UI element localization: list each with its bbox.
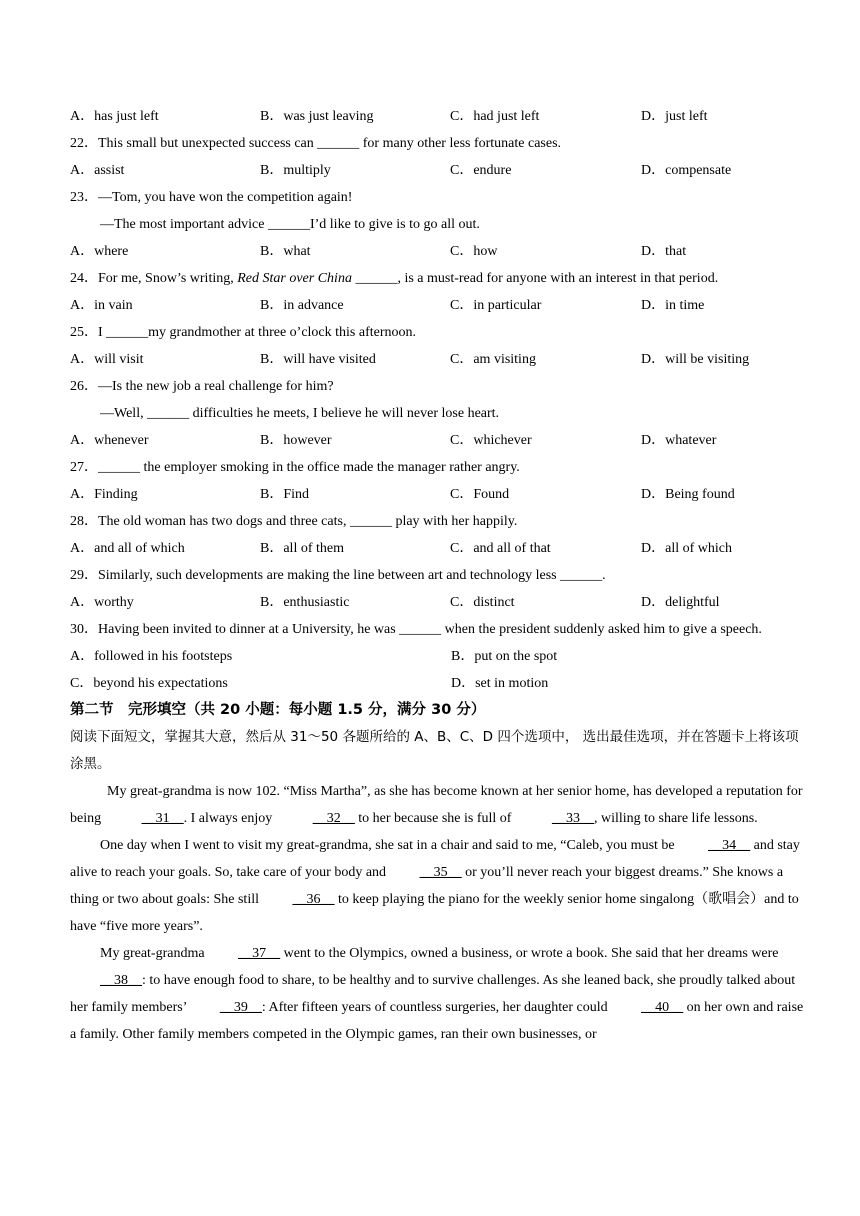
cloze-blank-36[interactable]: __36__ [292,892,335,907]
q22-option-d[interactable]: D．compensate [641,163,732,178]
q29-option-b[interactable]: B．enthusiastic [260,595,350,610]
q22-option-a[interactable]: A．assist [70,163,125,178]
passage-text: and stay alive to reach your goals. So, take care of your body and [70,838,800,880]
q21-options [70,103,810,130]
q28-stem: 28．The old woman has two dogs and three cats, ______ play with her happily. [70,514,518,529]
q24-options [70,292,810,319]
q21-option-d[interactable]: D．just left [641,109,708,124]
passage-text: went to the Olympics, owned a business, or wrote a book. She said that her dreams were [280,946,779,961]
q26-options [70,427,810,454]
q28-options [70,535,810,562]
passage-text: to keep playing the piano for the weekly senior home singalong（歌唱会）and to have “five more years”. [70,892,799,934]
cloze-blank-38[interactable]: __38__ [100,973,142,988]
q22-options [70,157,810,184]
cloze-blank-37[interactable]: __37__ [238,946,281,961]
q23-option-d[interactable]: D．that [641,244,687,259]
q24-option-b[interactable]: B．in advance [260,298,344,313]
q29-option-a[interactable]: A．worthy [70,595,134,610]
passage-text: One day when I went to visit my great-grandma, she sat in a chair and said to me, “Caleb, you must be [100,838,679,853]
passage-text: . I always enjoy [183,811,276,826]
q24-stem-start: 24．For me, Snow’s writing, [70,271,238,286]
q29-option-c[interactable]: C．distinct [450,595,515,610]
cloze-blank-31[interactable]: __31__ [141,811,184,826]
q25-stem: 25．I ______my grandmother at three o’clock this afternoon. [70,325,417,340]
q30-option-a[interactable]: A．followed in his footsteps [70,649,233,664]
passage-text: : After fifteen years of countless surgeries, her daughter could [261,1000,612,1015]
section2-instructions: 阅读下面短文，掌握其大意，然后从 31～50 各题所给的 A、B、C、D 四个选项中， 选出最佳选项，并在答题卡上将该项涂黑。 [70,729,799,772]
cloze-blank-34[interactable]: __34__ [708,838,751,853]
q23-option-c[interactable]: C．how [450,244,498,259]
q25-option-a[interactable]: A．will visit [70,352,144,367]
q25-option-d[interactable]: D．will be visiting [641,352,750,367]
q23-stem: 23．—Tom, you have won the competition again! [70,190,353,205]
q30-option-d[interactable]: D．set in motion [451,676,549,691]
q28-option-b[interactable]: B．all of them [260,541,344,556]
cloze-blank-39[interactable]: __39__ [219,1000,262,1015]
q24-option-a[interactable]: A．in vain [70,298,133,313]
passage-paragraph-2 [70,832,810,940]
q26-option-a[interactable]: A．whenever [70,433,149,448]
cloze-blank-32[interactable]: __32__ [312,811,355,826]
passage-text: or you’ll never reach your biggest dreams.” She knows a thing or two about goals: She still [70,865,784,907]
q21-option-a[interactable]: A．has just left [70,109,159,124]
q30-options-row2 [70,670,810,697]
q23-option-a[interactable]: A．where [70,244,129,259]
passage-text: to her because she is full of [354,811,515,826]
q29-stem: 29．Similarly, such developments are making the line between art and technology less ______. [70,568,606,583]
passage-text: My great-grandma [100,946,209,961]
q23-option-b[interactable]: B．what [260,244,311,259]
q28-option-d[interactable]: D．all of which [641,541,732,556]
q24-stem [70,265,810,292]
q27-option-a[interactable]: A．Finding [70,487,138,502]
q24-book-title: Red Star over China [237,271,352,286]
q25-option-b[interactable]: B．will have visited [260,352,376,367]
passage-text: My great-grandma is now 102. “Miss Martha”, as she has become known at her senior home, has developed a reputation for being [70,784,803,826]
q24-stem-end: ______, is a must-read for anyone with an interest in that period. [351,271,719,286]
q21-option-b[interactable]: B．was just leaving [260,109,374,124]
q30-option-b[interactable]: B．put on the spot [451,649,558,664]
q26-option-c[interactable]: C．whichever [450,433,532,448]
q24-option-d[interactable]: D．in time [641,298,705,313]
q22-option-b[interactable]: B．multiply [260,163,331,178]
q26-option-d[interactable]: D．whatever [641,433,717,448]
q27-option-c[interactable]: C．Found [450,487,510,502]
q23-options [70,238,810,265]
passage-text: : to have enough food to share, to be healthy and to survive challenges. As she leaned back, she proudly talked about her family members’ [70,973,796,1015]
section2-title: 第二节 完形填空（共 20 小题：每小题 1.5 分，满分 30 分） [70,702,486,718]
q26-stem-reply: —Well, ______ difficulties he meets, I believe he will never lose heart. [100,406,500,421]
q27-stem: 27．______ the employer smoking in the office made the manager rather angry. [70,460,520,475]
exam-page [70,103,810,1048]
q22-option-c[interactable]: C．endure [450,163,512,178]
q25-option-c[interactable]: C．am visiting [450,352,536,367]
cloze-blank-33[interactable]: __33__ [551,811,594,826]
passage-paragraph-1 [70,778,810,832]
q29-option-d[interactable]: D．delightful [641,595,720,610]
q23-stem-reply: —The most important advice ______I’d like to give is to go all out. [100,217,480,232]
cloze-blank-40[interactable]: __40__ [641,1000,684,1015]
q24-option-c[interactable]: C．in particular [450,298,542,313]
q27-option-b[interactable]: B．Find [260,487,310,502]
cloze-blank-35[interactable]: __35__ [419,865,462,880]
q27-options [70,481,810,508]
q30-option-c[interactable]: C．beyond his expectations [70,676,228,691]
q22-stem: 22．This small but unexpected success can ______ for many other less fortunate cases. [70,136,562,151]
q26-option-b[interactable]: B．however [260,433,332,448]
q29-options [70,589,810,616]
passage-text: , willing to share life lessons. [593,811,758,826]
q30-stem: 30．Having been invited to dinner at a University, he was ______ when the president suddenly asked him to give a speech. [70,622,762,637]
passage-text: on her own and raise a family. Other family members competed in the Olympic games, ran their own businesses, or [70,1000,804,1042]
q21-option-c[interactable]: C．had just left [450,109,540,124]
q28-option-c[interactable]: C．and all of that [450,541,551,556]
q25-options [70,346,810,373]
q28-option-a[interactable]: A．and all of which [70,541,185,556]
passage-paragraph-3 [70,940,810,1048]
q26-stem: 26．—Is the new job a real challenge for him? [70,379,334,394]
q27-option-d[interactable]: D．Being found [641,487,735,502]
q30-options-row1 [70,643,810,670]
